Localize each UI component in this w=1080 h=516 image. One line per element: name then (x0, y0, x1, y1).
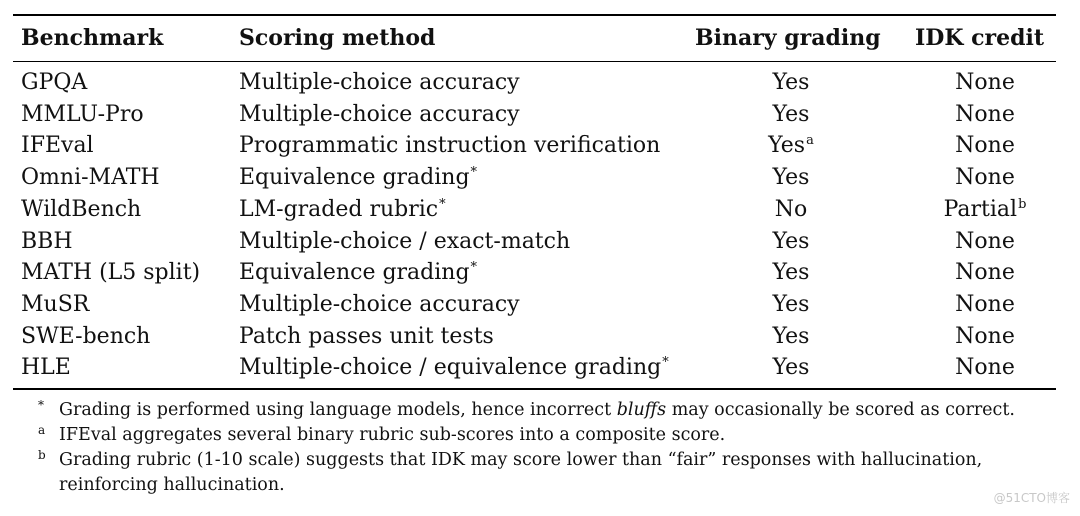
cell-idk-credit-text: None (955, 260, 1015, 285)
cell-scoring-method (239, 230, 570, 254)
cell-scoring-method-text: Patch passes unit tests (239, 324, 494, 349)
cell-benchmark-text: BBH (21, 229, 73, 254)
footnote-mark: * (38, 398, 44, 412)
footnote-reference: b (1018, 197, 1027, 212)
footnote-reference: * (470, 165, 478, 180)
cell-scoring-method (239, 166, 477, 190)
cell-benchmark-text: SWE-bench (21, 324, 151, 349)
footnote-text-part: Grading is performed using language models, hence incorrect (59, 400, 617, 420)
cell-binary-grading-text: Yes (772, 355, 810, 380)
cell-scoring-method-text: Multiple-choice accuracy (239, 292, 520, 317)
cell-scoring-method-text: Multiple-choice accuracy (239, 102, 520, 127)
cell-benchmark (21, 134, 94, 158)
footnote-text-continued: reinforcing hallucination. (59, 475, 285, 495)
cell-idk-credit (935, 325, 1035, 349)
footnote-emphasis: bluffs (616, 400, 667, 420)
header-scoring-method: Scoring method (239, 25, 436, 51)
cell-binary-grading-text: Yes (772, 292, 810, 317)
cell-binary-grading (741, 325, 841, 349)
cell-benchmark-text: MuSR (21, 292, 90, 317)
cell-binary-grading (741, 198, 841, 222)
cell-benchmark (21, 325, 150, 349)
cell-benchmark-text: MATH (L5 split) (21, 260, 201, 285)
cell-scoring-method (239, 261, 477, 285)
table-bottom-rule (13, 388, 1056, 390)
cell-idk-credit (935, 356, 1035, 380)
cell-idk-credit (935, 198, 1035, 222)
cell-scoring-method (239, 71, 520, 95)
cell-scoring-method-text: Equivalence grading (239, 165, 470, 190)
cell-scoring-method-text: Programmatic instruction verification (239, 133, 661, 158)
cell-binary-grading-text: Yes (772, 260, 810, 285)
footnote-mark: b (38, 448, 46, 462)
cell-idk-credit-text: Partial (943, 197, 1018, 222)
cell-idk-credit (935, 71, 1035, 95)
cell-binary-grading (741, 356, 841, 380)
cell-benchmark-text: MMLU-Pro (21, 102, 144, 127)
footnote-text: IFEval aggregates several binary rubric sub-scores into a composite score. (59, 425, 726, 445)
cell-idk-credit (935, 103, 1035, 127)
cell-scoring-method (239, 356, 669, 380)
cell-benchmark (21, 71, 87, 95)
cell-binary-grading (741, 230, 841, 254)
cell-binary-grading-text: Yes (768, 133, 806, 158)
footnote-b (40, 448, 1060, 498)
cell-scoring-method-text: Multiple-choice accuracy (239, 70, 520, 95)
cell-binary-grading (741, 166, 841, 190)
footnote-star (40, 398, 1060, 423)
cell-idk-credit (935, 166, 1035, 190)
cell-binary-grading-text: No (774, 197, 808, 222)
cell-benchmark-text: GPQA (21, 70, 88, 95)
footnote-reference: * (662, 355, 669, 370)
cell-scoring-method-text: Equivalence grading (239, 260, 470, 285)
cell-binary-grading (741, 103, 841, 127)
cell-binary-grading (741, 293, 841, 317)
cell-idk-credit-text: None (955, 102, 1015, 127)
cell-benchmark-text: IFEval (21, 133, 94, 158)
table-header-rule (13, 61, 1056, 62)
cell-benchmark (21, 261, 200, 285)
cell-benchmark (21, 293, 89, 317)
cell-benchmark-text: HLE (21, 355, 71, 380)
cell-idk-credit (935, 293, 1035, 317)
cell-scoring-method-text: Multiple-choice / equivalence grading (239, 355, 662, 380)
cell-idk-credit-text: None (955, 165, 1015, 190)
cell-idk-credit-text: None (955, 355, 1015, 380)
cell-benchmark (21, 198, 141, 222)
cell-binary-grading (741, 261, 841, 285)
cell-benchmark-text: Omni-MATH (21, 165, 160, 190)
watermark: @51CTO博客 (993, 491, 1070, 505)
cell-binary-grading-text: Yes (772, 324, 810, 349)
footnotes (40, 398, 1060, 498)
cell-benchmark-text: WildBench (21, 197, 142, 222)
cell-benchmark (21, 103, 144, 127)
cell-binary-grading (741, 71, 841, 95)
cell-scoring-method (239, 103, 520, 127)
cell-benchmark (21, 166, 160, 190)
cell-idk-credit-text: None (955, 229, 1015, 254)
cell-idk-credit (935, 230, 1035, 254)
cell-scoring-method (239, 198, 446, 222)
cell-binary-grading (741, 134, 841, 158)
cell-scoring-method (239, 325, 494, 349)
cell-binary-grading-text: Yes (772, 102, 810, 127)
cell-scoring-method (239, 293, 520, 317)
cell-idk-credit-text: None (955, 70, 1015, 95)
cell-benchmark (21, 356, 71, 380)
cell-idk-credit-text: None (955, 292, 1015, 317)
footnote-reference: * (439, 197, 446, 212)
cell-benchmark (21, 230, 73, 254)
cell-binary-grading-text: Yes (772, 70, 810, 95)
footnote-text: Grading rubric (1-10 scale) suggests that IDK may score lower than “fair” responses with hallucination, (59, 450, 983, 470)
table-top-rule (13, 14, 1056, 16)
footnote-a (40, 423, 1060, 448)
footnote-mark: a (38, 423, 46, 437)
cell-binary-grading-text: Yes (772, 229, 810, 254)
cell-idk-credit (935, 134, 1035, 158)
footnote-reference: * (470, 260, 478, 275)
cell-idk-credit (935, 261, 1035, 285)
cell-binary-grading-text: Yes (772, 165, 810, 190)
footnote-text-part: may occasionally be scored as correct. (666, 400, 1015, 420)
header-binary-grading: Binary grading (695, 25, 881, 51)
cell-idk-credit-text: None (955, 324, 1015, 349)
cell-scoring-method-text: Multiple-choice / exact-match (239, 229, 571, 254)
cell-idk-credit-text: None (955, 133, 1015, 158)
header-benchmark: Benchmark (21, 25, 164, 51)
cell-scoring-method (239, 134, 660, 158)
cell-scoring-method-text: LM-graded rubric (239, 197, 439, 222)
footnote-reference: a (806, 133, 814, 148)
footnote-text (40, 398, 1060, 423)
header-idk-credit: IDK credit (915, 25, 1045, 51)
